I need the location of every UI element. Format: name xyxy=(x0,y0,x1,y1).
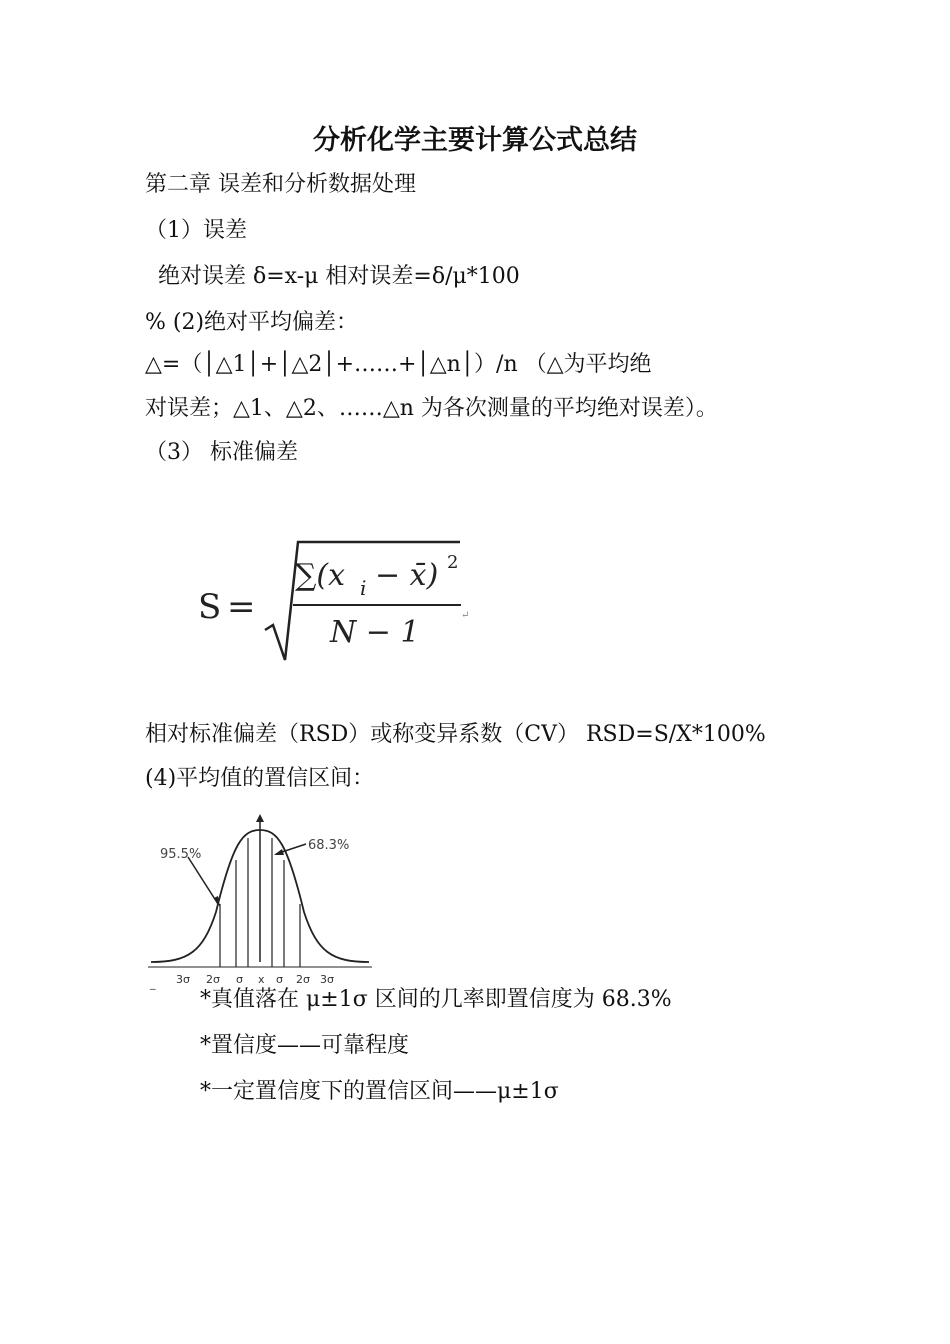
section-1-heading: （1）误差 xyxy=(145,218,247,243)
axis-label-m1: σ xyxy=(236,973,243,986)
axis-dash: _ xyxy=(150,977,156,990)
axis-label-p1: σ xyxy=(276,973,283,986)
section-3-heading: （3） 标准偏差 xyxy=(145,440,298,465)
arrow-right-head xyxy=(274,849,284,855)
document-title: 分析化学主要计算公式总结 xyxy=(313,125,637,156)
formula-numerator: ∑(x xyxy=(295,558,346,593)
absolute-error-line: 绝对误差 δ=x-μ 相对误差=δ/μ*100 xyxy=(158,264,520,289)
label-95-percent: 95.5% xyxy=(160,847,202,862)
formula-equals: = xyxy=(227,587,256,627)
formula-lhs: S xyxy=(198,587,222,627)
label-68-percent: 68.3% xyxy=(308,838,350,853)
normal-distribution-diagram xyxy=(148,812,383,992)
formula-subscript: i xyxy=(360,576,367,600)
bullet-item: *真值落在 μ±1σ 区间的几率即置信度为 68.3% xyxy=(200,987,672,1012)
axis-label-m2: 2σ xyxy=(206,973,220,986)
arrow-left-line xyxy=(188,857,218,904)
axis-label-p2: 2σ xyxy=(296,973,310,986)
axis-label-center: x xyxy=(258,973,265,986)
formula-power: 2 xyxy=(447,552,459,573)
average-deviation-heading: % (2)绝对平均偏差： xyxy=(145,310,359,335)
bullet-item: *置信度——可靠程度 xyxy=(200,1033,410,1058)
axis-label-p3: 3σ xyxy=(320,973,334,986)
return-mark: ↵ xyxy=(461,610,470,621)
average-deviation-formula: △=（│△1│+│△2│+……+│△n│）/n （△为平均绝 xyxy=(145,352,652,377)
formula-xbar: − x̄) xyxy=(375,558,439,593)
section-4-heading: (4)平均值的置信区间： xyxy=(145,766,375,791)
formula-denominator: N − 1 xyxy=(330,615,420,650)
axis-label-m3: 3σ xyxy=(176,973,190,986)
rsd-line: 相对标准偏差（RSD）或称变异系数（CV） RSD=S/X*100% xyxy=(145,722,766,747)
bullet-item: *一定置信度下的置信区间——μ±1σ xyxy=(200,1079,559,1104)
average-deviation-note: 对误差；△1、△2、……△n 为各次测量的平均绝对误差）。 xyxy=(145,396,718,421)
chapter-heading: 第二章 误差和分析数据处理 xyxy=(145,172,416,197)
standard-deviation-formula xyxy=(195,530,485,675)
center-arrow-head xyxy=(256,814,264,822)
